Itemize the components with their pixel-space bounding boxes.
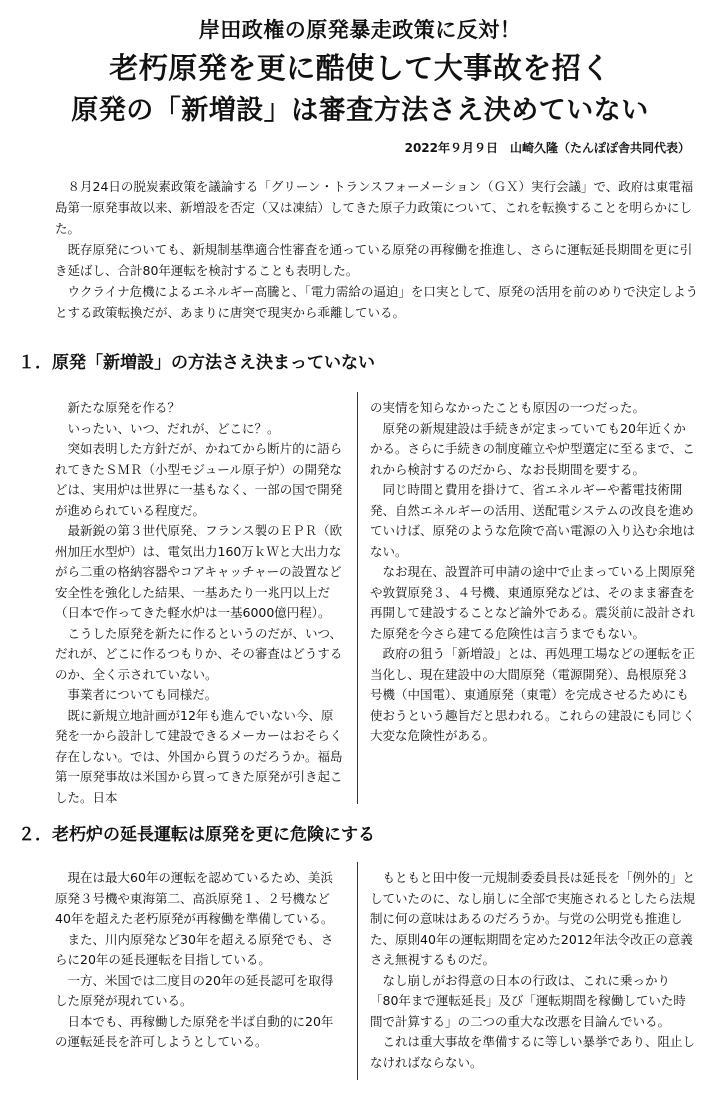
intro-paragraph: ウクライナ危機によるエネルギー高騰と、「電力需給の逼迫」を口実として、原発の活用を前のめりで決定しようとする政策転換だが、あまりに唐突で現実から乖離している。 (55, 284, 699, 320)
paragraph: の実情を知らなかったことも原因の一つだった。 (370, 400, 646, 415)
section-2-left-column (55, 868, 343, 1053)
paragraph: いったい、いつ、だれが、どこに？。 (55, 420, 280, 436)
section-1-left-column (55, 398, 343, 808)
paragraph: 既に新規立地計画が12年も進んでいない今、原発を一から設計して建設できるメーカーはおそらく存在しない。では、外国から買うのだろうか。福島第一原発事故は米国から買ってきた原発が引き起こした。日本 (55, 707, 343, 805)
section-2-right-column (370, 868, 695, 1073)
paragraph: 政府の狙う「新増設」とは、再処理工場などの運転を正当化し、現在建設中の大間原発（電源開発）、島根原発３号機（中国電）、東通原発（東電）を完成させるためにも使おうという趣旨だと思われる。これらの建設にも同じく大変な危険性がある。 (370, 646, 696, 743)
paragraph: こうした原発を新たに作るというのだが、いつ、だれが、どこに作るつもりか、その審査はどうするのか、全く示されていない。 (55, 625, 343, 682)
paragraph: 日本でも、再稼働した原発を半ば自動的に20年の運転延長を許可しようとしている。 (55, 1013, 334, 1049)
intro-paragraph: 既存原発についても、新規制基準適合性審査を通っている原発の再稼働を推進し、さらに運転延長期間を更に引き延ばし、合計80年運転を検討することも表明した。 (55, 242, 693, 278)
column-divider (357, 392, 358, 804)
paragraph: 突如表明した方針だが、かねてから断片的に語られてきたＳＭＲ（小型モジュール原子炉）の開発などは、実用炉は世界に一基もなく、一部の国で開発が進められている程度だ。 (55, 441, 343, 518)
section-1-right-column (370, 398, 695, 747)
paragraph: 事業者についても同様だ。 (55, 687, 218, 702)
intro-paragraph: ８月24日の脱炭素政策を議論する「グリーン・トランスフォーメーション（ＧＸ）実行会議」で、政府は東電福島第一原発事故以来、新増設を否定（又は凍結）してきた原子力政策について、これを転換することを明らかにした。 (55, 179, 694, 236)
paragraph: 一方、米国では二度目の20年の延長認可を取得した原発が現れている。 (55, 972, 334, 1008)
byline: 2022年９月９日 山崎久隆（たんぽぽ舎共同代表） (404, 141, 690, 155)
paragraph: これは重大事故を準備するに等しい暴挙であり、阻止しなければならない。 (370, 1034, 696, 1070)
section-1-heading: １．原発「新増設」の方法さえ決まっていない (18, 353, 375, 373)
paragraph: 同じ時間と費用を掛けて、省エネルギーや蓄電技術開発、自然エネルギーの活用、送配電システムの改良を進めていけば、原発のような危険で高い電源の入り込む余地はない。 (370, 482, 696, 559)
paragraph: なし崩しがお得意の日本の行政は、これに乗っかり「80年まで運転延長」及び「運転期間を稼働していた時間で計算する」の二つの重大な改悪を目論んでいる。 (370, 972, 686, 1029)
paragraph: 現在は最大60年の運転を認めているため、美浜原発３号機や東海第二、高浜原発１、２号機など40年を超えた老朽原発が再稼働を準備している。 (55, 870, 334, 926)
paragraph: 原発の新規建設は手続きが定まっていても20年近くかかる。さらに手続きの制度確立や炉型選定に至るまで、これから検討するのだから、なお長期間を要する。 (370, 420, 695, 477)
title-line-2: 老朽原発を更に酷使して大事故を招く (109, 51, 611, 85)
paragraph: 最新鋭の第３世代原発、フランス製のＥＰＲ（欧州加圧水型炉）は、電気出力160万ｋＷと大出力ながら二重の格納容器やコアキャッチャーの設置など安全性を強化した結果、一基あたり一兆円以上だ（日本で作ってきた軽水炉は一基6000億円程）。 (55, 523, 343, 620)
paragraph: もともと田中俊一元規制委委員長は延長を「例外的」としていたのに、なし崩しに全部で実施されるとしたら法規制に何の意味はあるのだろうか。与党の公明党も推進した、原則40年の運転期間を定めた2012年法令改正の意義さえ無視するものだ。 (370, 870, 696, 967)
intro-text (55, 176, 700, 323)
column-divider (357, 862, 358, 1080)
paragraph: なお現在、設置許可申請の途中で止まっている上関原発や敦賀原発３、４号機、東通原発などは、そのまま審査を再開して建設することなど論外である。震災前に設計された原発を今さら建てる危険性は言うまでもない。 (370, 564, 696, 641)
section-2-heading: ２．老朽炉の延長運転は原発を更に危険にする (18, 825, 375, 845)
title-line-1: 岸田政権の原発暴走政策に反対！ (198, 18, 522, 42)
paragraph: 新たな原発を作る？ (55, 400, 181, 415)
title-line-3: 原発の「新増設」は審査方法さえ決めていない (71, 95, 649, 126)
paragraph: また、川内原発など30年を超える原発でも、さらに20年の延長運転を目指している。 (55, 931, 334, 967)
